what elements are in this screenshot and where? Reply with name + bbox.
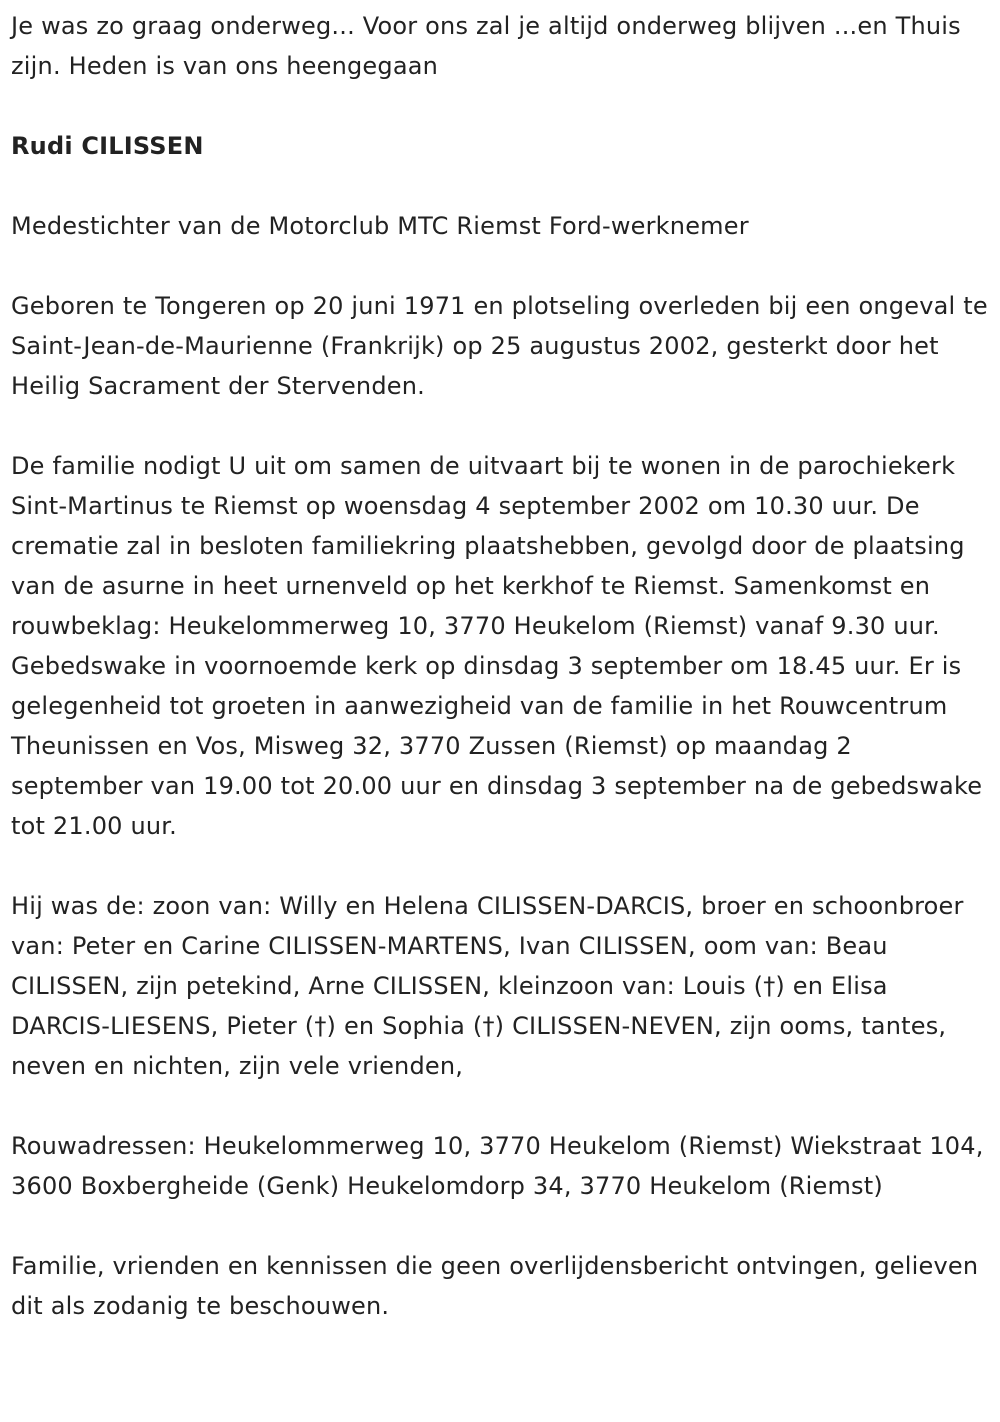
mourning-addresses-text: Rouwadressen: Heukelommerweg 10, 3770 Heukelom (Riemst) Wiekstraat 104, 3600 Boxbergheide (Genk) Heukelomdorp 34, 3770 Heukelom (Riemst) — [11, 1132, 984, 1200]
family-text: Hij was de: zoon van: Willy en Helena CILISSEN-DARCIS, broer en schoonbroer van: Peter en Carine CILISSEN-MARTENS, Ivan CILISSEN, oom van: Beau CILISSEN, zijn petekind, Arne CILISSEN, kleinzoon van: Louis (†) en Elisa DARCIS-LIESENS, Pieter (†) en Sophia (†) CILISSEN-NEVEN, zijn ooms, tantes, neven en nichten, zijn vele vrienden, — [11, 892, 964, 1080]
role-text: Medestichter van de Motorclub MTC Riemst Ford-werknemer — [11, 212, 749, 240]
deceased-name: Rudi CILISSEN — [11, 132, 204, 160]
closing-text: Familie, vrienden en kennissen die geen overlijdensbericht ontvingen, gelieven dit als zodanig te beschouwen. — [11, 1252, 979, 1320]
intro-text: Je was zo graag onderweg... Voor ons zal je altijd onderweg blijven ...en Thuis zijn. Heden is van ons heengegaan — [11, 12, 961, 80]
birth-death-text: Geboren te Tongeren op 20 juni 1971 en plotseling overleden bij een ongeval te Saint-Jean-de-Maurienne (Frankrijk) op 25 augustus 2002, gesterkt door het Heilig Sacrament der Stervenden. — [11, 292, 988, 400]
funeral-details-text: De familie nodigt U uit om samen de uitvaart bij te wonen in de parochiekerk Sint-Martinus te Riemst op woensdag 4 september 2002 om 10.30 uur. De crematie zal in besloten familiekring plaatshebben, gevolgd door de plaatsing van de asurne in heet urnenveld op het kerkhof te Riemst. Samenkomst en rouwbeklag: Heukelommerweg 10, 3770 Heukelom (Riemst) vanaf 9.30 uur. Gebedswake in voornoemde kerk op dinsdag 3 september om 18.45 uur. Er is gelegenheid tot groeten in aanwezigheid van de familie in het Rouwcentrum Theunissen en Vos, Misweg 32, 3770 Zussen (Riemst) op maandag 2 september van 19.00 tot 20.00 uur en dinsdag 3 september na de gebedswake tot 21.00 uur. — [11, 452, 983, 840]
